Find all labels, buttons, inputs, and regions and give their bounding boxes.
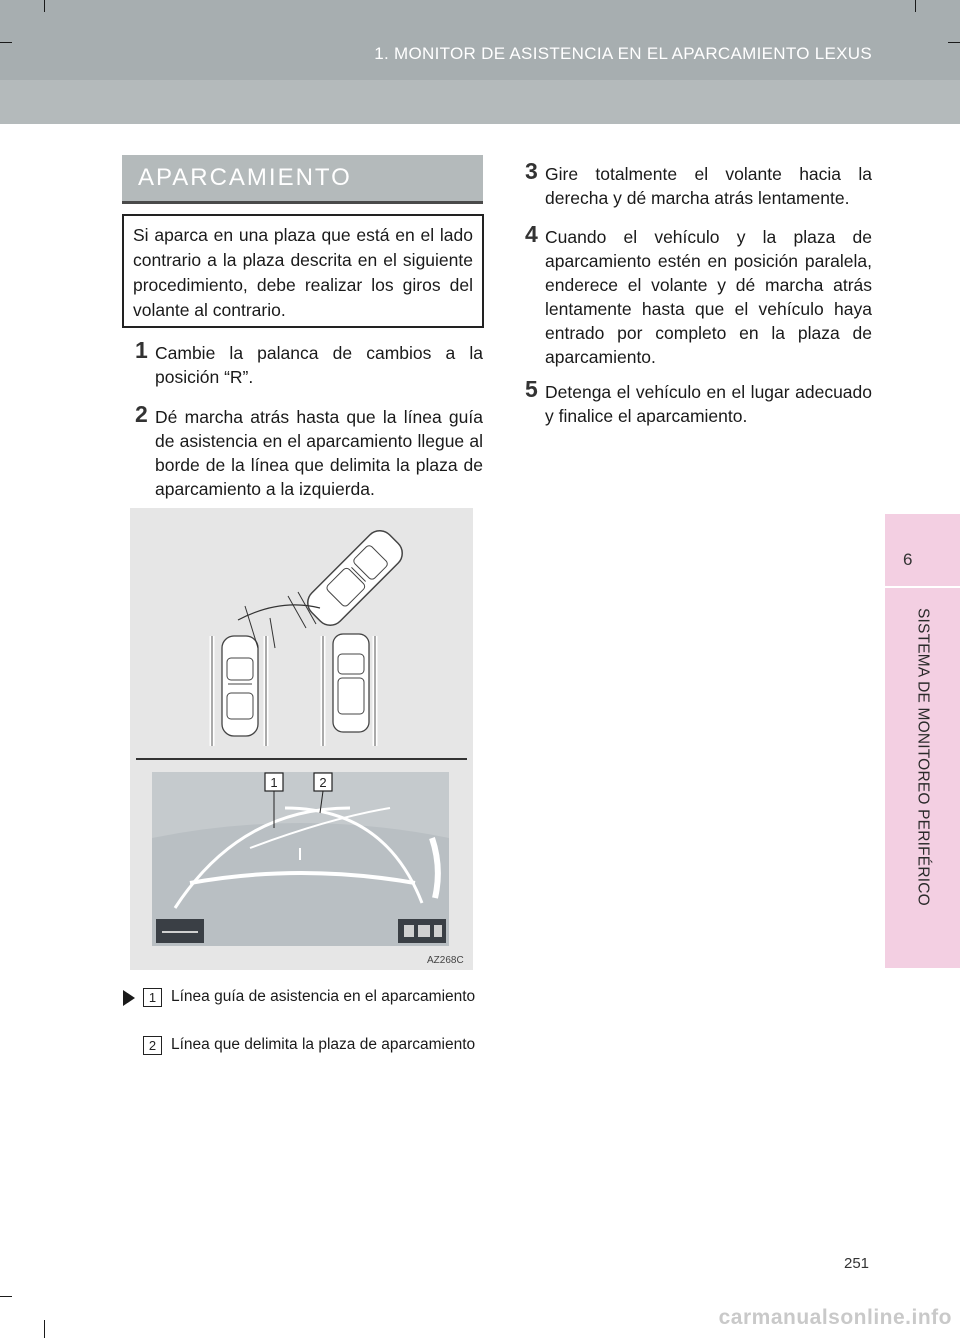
header-strip xyxy=(0,0,960,80)
chapter-number: 6 xyxy=(903,550,913,569)
section-title: APARCAMIENTO xyxy=(138,164,352,191)
parked-car-left xyxy=(222,636,258,736)
step-text: Dé marcha atrás hasta que la línea guía de asistencia en el aparcamiento llegue al borde de la línea que delimita la plaza de aparcamiento a la izquierda. xyxy=(155,407,483,499)
legend-text-2: Línea que delimita la plaza de aparcamiento xyxy=(171,1036,476,1053)
parking-illustration xyxy=(130,508,473,970)
reversing-car xyxy=(302,525,408,631)
chapter-tab xyxy=(885,588,960,968)
step-number: 1 xyxy=(135,337,148,363)
step-1 xyxy=(135,337,483,389)
legend-number-2: 2 xyxy=(143,1036,162,1055)
parked-car-right xyxy=(333,634,369,732)
crop-mark xyxy=(0,1296,12,1297)
section-divider xyxy=(122,201,483,204)
legend-text-1: Línea guía de asistencia en el aparcamiento xyxy=(171,988,476,1005)
step-4 xyxy=(525,221,872,369)
step-number: 3 xyxy=(525,158,538,184)
watermark: carmanualsonline.info xyxy=(718,1306,952,1329)
step-3 xyxy=(525,158,872,210)
step-number: 2 xyxy=(135,401,148,427)
step-text: Cuando el vehículo y la plaza de aparcamiento estén en posición paralela, enderece el volante y dé marcha atrás lentamente hasta que el vehículo haya entrado por completo en la plaza de aparcamiento. xyxy=(545,227,872,367)
section-header xyxy=(122,155,483,201)
chapter-title: 1. MONITOR DE ASISTENCIA EN EL APARCAMIENTO LEXUS xyxy=(374,44,872,63)
step-2 xyxy=(135,401,483,501)
step-5 xyxy=(525,376,872,428)
legend-arrow-icon xyxy=(123,990,135,1006)
parking-diagram xyxy=(130,508,473,970)
chapter-tab-label: SISTEMA DE MONITOREO PERIFÉRICO xyxy=(914,608,932,906)
intro-note: Si aparca en una plaza que está en el lado contrario a la plaza descrita en el siguiente procedimiento, debe realizar los giros del volante al contrario. xyxy=(122,214,484,328)
step-number: 5 xyxy=(525,376,538,402)
chapter-tab-number xyxy=(885,514,960,586)
crop-mark xyxy=(44,1320,45,1338)
callout-2: 2 xyxy=(319,775,327,790)
step-text: Detenga el vehículo en el lugar adecuado y finalice el aparcamiento. xyxy=(545,382,872,426)
crop-mark xyxy=(44,0,45,12)
crop-mark xyxy=(948,42,960,43)
page-number: 251 xyxy=(844,1255,870,1272)
crop-mark xyxy=(915,0,916,12)
step-number: 4 xyxy=(525,221,538,247)
callout-1: 1 xyxy=(270,775,278,790)
figure-code: AZ268C xyxy=(427,955,464,966)
step-text: Gire totalmente el volante hacia la derecha y dé marcha atrás lentamente. xyxy=(545,164,872,208)
step-text: Cambie la palanca de cambios a la posición “R”. xyxy=(155,343,483,387)
crop-mark xyxy=(0,42,12,43)
legend-number-1: 1 xyxy=(143,988,162,1007)
